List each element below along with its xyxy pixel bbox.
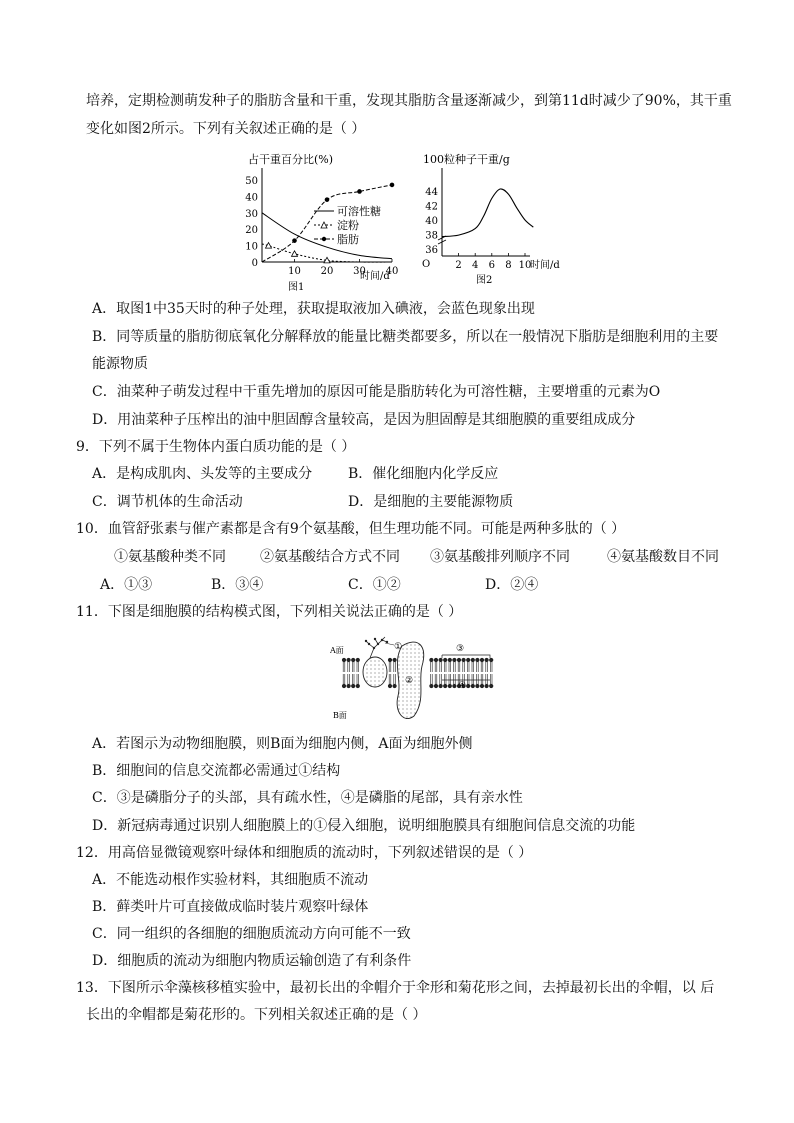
fig2-caption: 图2 — [476, 275, 493, 286]
phospholipid-outer — [489, 658, 493, 672]
fig1-series-soluble-sugar-line — [262, 213, 392, 259]
q12-option-a: A．不能选动根作实验材料，其细胞质不流动 — [92, 872, 369, 888]
q9-option-b: B．催化细胞内化学反应 — [348, 466, 499, 482]
label-1: ① — [394, 642, 403, 652]
q12-option-c: C．同一组织的各细胞的细胞质流动方向可能不一致 — [92, 926, 411, 942]
phospholipid-inner — [489, 674, 493, 688]
q10-option-d: D．②④ — [485, 577, 539, 593]
fig2-ylabel: 100粒种子干重/g — [423, 153, 510, 166]
fig2-x-tick-label: 2 — [455, 260, 462, 271]
phospholipid-outer — [388, 658, 392, 672]
phospholipid-outer — [452, 658, 456, 672]
fig1-y-tick-label: 20 — [245, 225, 258, 237]
q10-options — [100, 576, 660, 594]
q10-item-2: ②氨基酸结合方式不同 — [260, 549, 400, 565]
q9-option-d: D．是细胞的主要能源物质 — [348, 494, 514, 510]
fig2-xlabel: 时间/d — [530, 260, 560, 271]
q9-options-row-1 — [92, 465, 712, 483]
q13-stem-line-2: 长出的伞帽都是菊花形的。下列相关叙述正确的是（ ） — [86, 1007, 427, 1023]
q10-item-3: ③氨基酸排列顺序不同 — [430, 549, 570, 565]
phospholipid-outer — [443, 658, 447, 672]
q11-option-d: D．新冠病毒通过识别人细胞膜上的①侵入细胞，说明细胞膜具有细胞间信息交流的功能 — [92, 818, 636, 834]
fig2-x-tick-label: 4 — [472, 260, 479, 271]
phospholipid-inner — [351, 674, 355, 688]
figure-1-chart — [240, 148, 400, 294]
fig1-y-tick-label: 10 — [245, 241, 258, 253]
fig1-y-tick-label: 30 — [245, 208, 258, 220]
phospholipid-inner — [429, 674, 433, 688]
cell-membrane-diagram — [330, 636, 500, 722]
q9-option-c: C．调节机体的生命活动 — [92, 494, 243, 510]
q13-stem-line-1: 13．下图所示伞藻核移植实验中，最初长出的伞帽介于伞形和菊花形之间，去掉最初长出的伞帽，以 后 — [76, 980, 715, 996]
phospholipid-inner — [434, 674, 438, 688]
fig2-x-tick-label: 10 — [518, 260, 532, 271]
q12-stem: 12．用高倍显微镜观察叶绿体和细胞质的流动时，下列叙述错误的是（ ） — [76, 845, 533, 861]
q11-option-a: A．若图示为动物细胞膜，则B面为细胞内侧，A面为细胞外侧 — [92, 736, 473, 752]
legend-label-fat: 脂肪 — [337, 233, 359, 246]
fig2-y-tick-label: 36 — [425, 244, 438, 256]
q8-option-d: D．用油菜种子压榨出的油中胆固醇含量较高，是因为胆固醇是其细胞膜的重要组成成分 — [92, 412, 636, 428]
phospholipid-outer — [356, 658, 360, 672]
fig1-point-fat — [357, 189, 362, 194]
fig2-y-tick-label: 42 — [425, 201, 438, 213]
phospholipid-outer — [434, 658, 438, 672]
fig1-xlabel: 时间/d — [360, 271, 390, 282]
fig2-origin: O — [422, 259, 431, 270]
phospholipid-inner — [439, 674, 443, 688]
phospholipid-outer — [439, 658, 443, 672]
fig1-ylabel: 占干重百分比(%) — [248, 153, 334, 166]
fig1-y-tick-label: 40 — [245, 192, 258, 204]
q10-item-1: ①氨基酸种类不同 — [114, 549, 226, 565]
phospholipid-inner — [347, 674, 351, 688]
phospholipid-inner — [475, 674, 479, 688]
q9-stem: 9．下列不属于生物体内蛋白质功能的是（ ） — [76, 439, 356, 455]
phospholipid-outer — [462, 658, 466, 672]
q12-option-b: B．藓类叶片可直接做成临时装片观察叶绿体 — [92, 899, 369, 915]
fig2-y-tick-label: 44 — [425, 187, 438, 199]
q11-stem: 11．下图是细胞膜的结构模式图，下列相关说法正确的是（ ） — [76, 604, 463, 620]
fig2-y-tick-label: 38 — [425, 230, 438, 242]
phospholipid-inner — [471, 674, 475, 688]
q10-item-4: ④氨基酸数目不同 — [607, 549, 719, 565]
legend-label-starch: 淀粉 — [337, 219, 359, 232]
phospholipid-outer — [457, 658, 461, 672]
phospholipid-outer — [480, 658, 484, 672]
phospholipid-inner — [388, 674, 392, 688]
q11-option-c: C．③是磷脂分子的头部，具有疏水性，④是磷脂的尾部，具有亲水性 — [92, 790, 523, 806]
phospholipid-inner — [480, 674, 484, 688]
phospholipid-outer — [351, 658, 355, 672]
fig1-x-tick-label: 40 — [385, 266, 399, 277]
legend-label-soluble-sugar: 可溶性糖 — [337, 205, 381, 218]
phospholipid-outer — [466, 658, 470, 672]
q8-option-b-line-1: B．同等质量的脂肪彻底氧化分解释放的能量比糖类都要多，所以在一般情况下脂肪是细胞利用的主要 — [92, 329, 719, 345]
fig1-legend — [314, 204, 381, 246]
fig2-series-dry-weight-line — [442, 189, 533, 237]
q8-stem-line-2: 变化如图2所示。下列有关叙述正确的是（ ） — [86, 121, 366, 137]
fig1-series-fat-line — [262, 185, 392, 262]
fig1-point-fat — [390, 183, 395, 188]
fig1-point-fat — [292, 238, 297, 243]
label-4: ④ — [458, 681, 467, 691]
phospholipid-outer — [475, 658, 479, 672]
fig1-point-fat — [325, 197, 330, 202]
fig1-x-tick-label: 30 — [353, 266, 366, 277]
fig1-x-tick-label: 20 — [320, 266, 334, 277]
phospholipid-inner — [393, 674, 397, 688]
fig2-x-tick-label: 6 — [488, 260, 495, 271]
phospholipid-inner — [356, 674, 360, 688]
q10-option-c: C．①② — [348, 577, 401, 593]
phospholipid-outer — [448, 658, 452, 672]
phospholipid-outer — [347, 658, 351, 672]
fig2-y-tick-label: 40 — [425, 216, 438, 227]
phospholipid-inner — [466, 674, 470, 688]
fig1-y-tick-label: 0 — [251, 258, 258, 269]
fig1-x-tick-label: 10 — [288, 266, 301, 277]
q8-option-a: A．取图1中35天时的种子处理，获取提取液加入碘液，会蓝色现象出现 — [92, 301, 535, 317]
surface-b-label: B面 — [333, 711, 347, 720]
q10-stem: 10．血管舒张素与催产素都是含有9个氨基酸，但生理功能不同。可能是两种多肽的（ ） — [76, 521, 626, 537]
fig1-point-starch — [292, 251, 298, 256]
phospholipid-outer — [342, 658, 346, 672]
phospholipid-inner — [443, 674, 447, 688]
bracket-3 — [442, 655, 490, 658]
phospholipid-inner — [448, 674, 452, 688]
label-2: ② — [405, 676, 414, 686]
q12-option-d: D．细胞质的流动为细胞内物质运输创造了有利条件 — [92, 953, 412, 969]
q8-option-b-line-2: 能源物质 — [92, 356, 148, 372]
fig1-y-tick-label: 50 — [245, 176, 258, 187]
phospholipid-inner — [485, 674, 489, 688]
q9-option-a: A．是构成肌肉、头发等的主要成分 — [92, 466, 313, 482]
phospholipid-inner — [452, 674, 456, 688]
phospholipid-outer — [393, 658, 397, 672]
fig1-caption: 图1 — [288, 282, 305, 293]
legend-marker-fat — [322, 237, 326, 241]
q8-option-c: C．油菜种子萌发过程中干重先增加的原因可能是脂肪转化为可溶性糖，主要增重的元素为O — [92, 384, 661, 400]
label-3: ③ — [456, 644, 465, 654]
phospholipid-outer — [485, 658, 489, 672]
q9-options-row-2 — [92, 493, 712, 511]
phospholipid-outer — [429, 658, 433, 672]
figure-2-chart — [418, 150, 578, 290]
q11-option-b: B．细胞间的信息交流都必需通过①结构 — [92, 763, 341, 779]
phospholipid-outer — [471, 658, 475, 672]
q8-stem-line-1: 培养，定期检测萌发种子的脂肪含量和干重，发现其脂肪含量逐渐减少，到第11d时减少了90%，其干重 — [86, 93, 732, 109]
q10-option-a: A．①③ — [100, 577, 153, 593]
q10-option-b: B．③④ — [211, 577, 264, 593]
phospholipid-inner — [342, 674, 346, 688]
fig2-x-tick-label: 8 — [505, 260, 512, 271]
q10-items — [114, 548, 724, 566]
surface-a-label: A面 — [330, 646, 344, 655]
